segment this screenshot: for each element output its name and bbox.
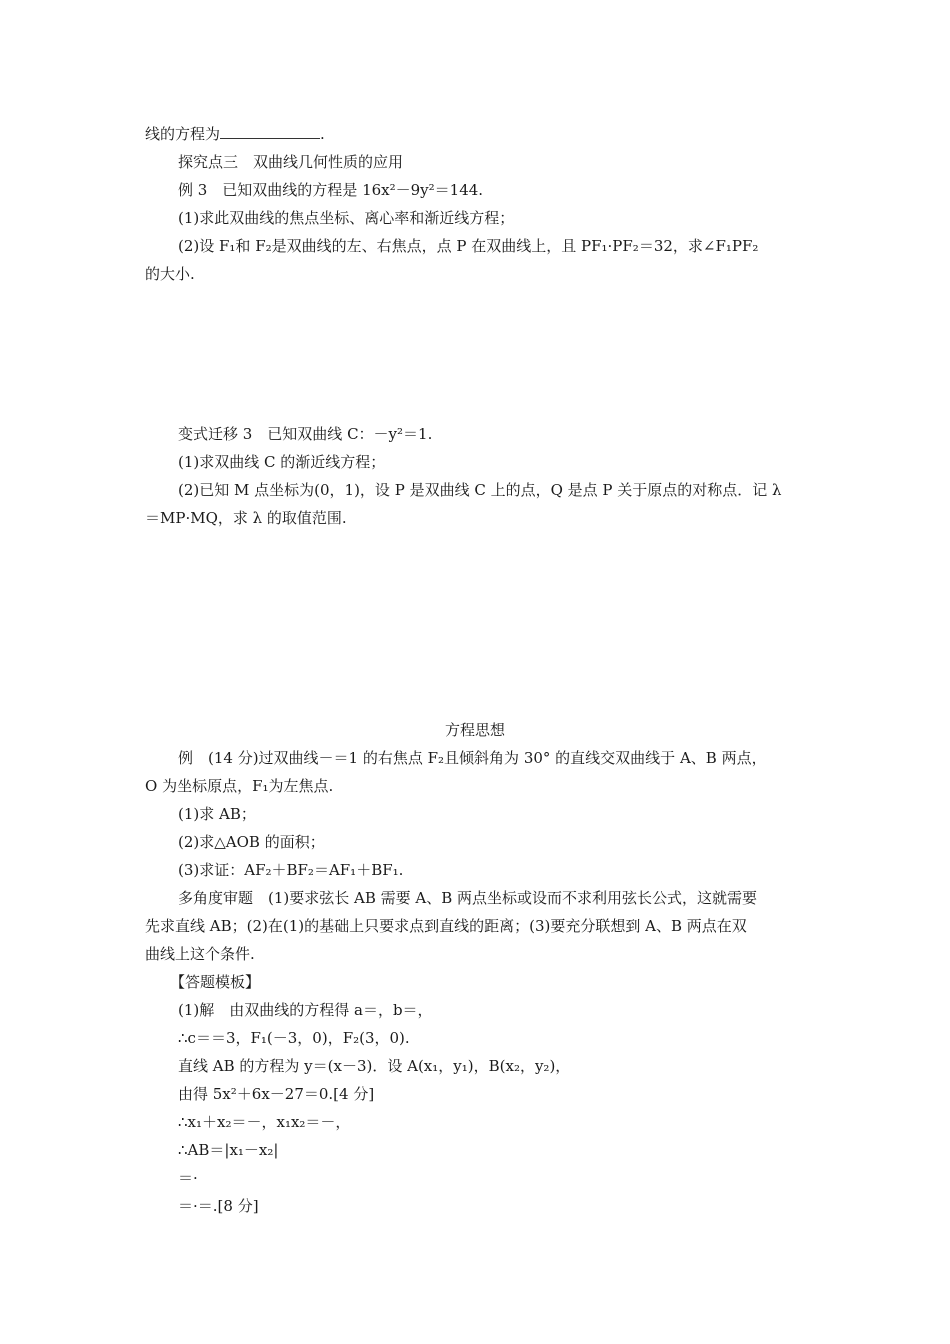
solution-line: (1)解 由双曲线的方程得 a＝，b＝， [178,1001,433,1019]
solution-line: ∴AB＝|x₁－x₂| [178,1141,279,1159]
analysis-paragraph-continued: 先求直线 AB；(2)在(1)的基础上只要求点到直线的距离；(3)要充分联想到 A、B 两点在双 [145,917,747,935]
exercise-title: 变式迁移 3 已知双曲线 C：－y²＝1. [178,425,433,443]
question-item-continued: ＝MP·MQ，求 λ 的取值范围. [145,509,347,527]
answer-template-heading: 【答题模板】 [170,973,261,991]
section-title: 方程思想 [444,721,505,739]
question-item: (1)求此双曲线的焦点坐标、离心率和渐近线方程； [178,209,515,227]
text-line [145,124,325,144]
question-item: (2)求△AOB 的面积； [178,833,325,851]
question-item: (1)求双曲线 C 的渐近线方程； [178,453,386,471]
solution-line: ∴c＝＝3，F₁(－3，0)，F₂(3，0). [178,1029,410,1047]
question-item: (2)设 F₁和 F₂是双曲线的左、右焦点，点 P 在双曲线上，且 PF₁·PF₂＝32，求∠F₁PF₂ [178,237,759,255]
text-fragment: . [320,125,325,143]
answer-blank [220,124,320,139]
question-item-continued: 的大小. [145,265,195,283]
solution-line: ＝·＝.[8 分] [178,1197,259,1215]
solution-line: ∴x₁＋x₂＝－，x₁x₂＝－， [178,1113,351,1131]
solution-line: 直线 AB 的方程为 y＝(x－3)．设 A(x₁，y₁)，B(x₂，y₂)， [178,1057,571,1075]
example-statement: 例 (14 分)过双曲线－＝1 的右焦点 F₂且倾斜角为 30° 的直线交双曲线于 A、B 两点， [178,749,767,767]
example-statement-continued: O 为坐标原点，F₁为左焦点. [145,777,334,795]
section-heading: 探究点三 双曲线几何性质的应用 [178,153,404,171]
example-title: 例 3 已知双曲线的方程是 16x²－9y²＝144. [178,181,484,199]
question-item: (1)求 AB； [178,805,256,823]
analysis-paragraph-continued: 曲线上这个条件. [145,945,255,963]
text-fragment: 线的方程为 [145,125,221,143]
question-item: (2)已知 M 点坐标为(0，1)，设 P 是双曲线 C 上的点，Q 是点 P 关于原点的对称点．记 λ [178,481,782,499]
solution-line: ＝· [178,1169,198,1187]
solution-line: 由得 5x²＋6x－27＝0.[4 分] [178,1085,375,1103]
question-item: (3)求证：AF₂＋BF₂＝AF₁＋BF₁. [178,861,404,879]
analysis-paragraph: 多角度审题 (1)要求弦长 AB 需要 A、B 两点坐标或设而不求利用弦长公式，这就需要 [178,889,758,907]
